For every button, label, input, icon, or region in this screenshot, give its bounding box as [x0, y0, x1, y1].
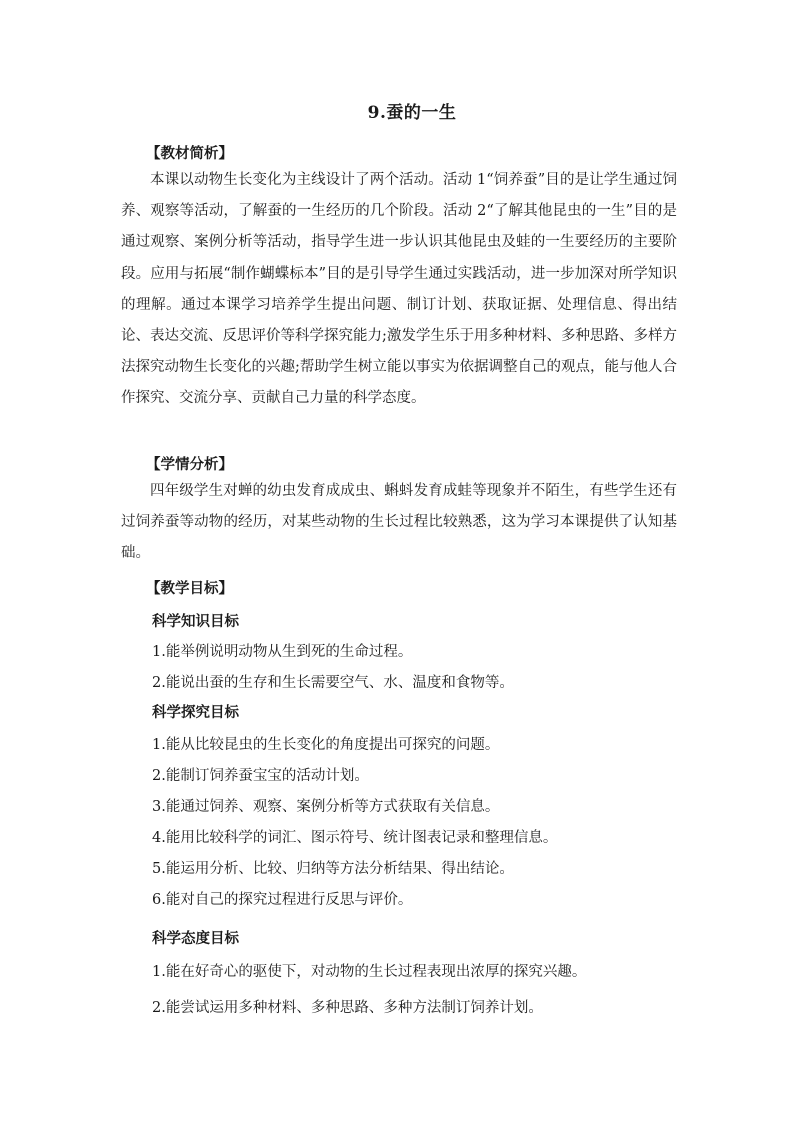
section-heading-textbook-analysis: 【教材简析】 — [146, 145, 233, 162]
goal-item: 2.能尝试运用多种材料、多种思路、多种方法制订饲养计划。 — [152, 1000, 543, 1016]
section-paragraph-textbook-analysis: 本课以动物生长变化为主线设计了两个活动。活动 1“饲养蚕”目的是让学生通过饲养、观察等活动，了解蚕的一生经历的几个阶段。活动 2“了解其他昆虫的一生”目的是通过观察、案例分析等活动，指导学生进一步认识其他昆虫及蛙的一生要经历的主要阶段。应用与拓展“制作蝴蝶标本”目的是引导学生通过实践活动，进一步加深对所学知识的理解。通过本课学习培养学生提出问题、制订计划、获取证据、处理信息、得出结论、表达交流、反思评价等科学探究能力;激发学生乐于用多种材料、多种思路、多样方法探究动物生长变化的兴趣;帮助学生树立能以事实为依据调整自己的观点，能与他人合作探究、交流分享、贡献自己力量的科学态度。 — [121, 172, 677, 407]
goal-item: 6.能对自己的探究过程进行反思与评价。 — [152, 892, 413, 908]
goal-item: 3.能通过饲养、观察、案例分析等方式获取有关信息。 — [152, 799, 500, 815]
subheading-knowledge-goals: 科学知识目标 — [152, 613, 239, 630]
subheading-inquiry-goals: 科学探究目标 — [152, 704, 239, 721]
goal-item: 5.能运用分析、比较、归纳等方法分析结果、得出结论。 — [152, 861, 514, 877]
goal-item: 2.能说出蚕的生存和生长需要空气、水、温度和食物等。 — [152, 675, 514, 691]
goal-item: 4.能用比较科学的词汇、图示符号、统计图表记录和整理信息。 — [152, 830, 558, 846]
section-paragraph-student-analysis: 四年级学生对蝉的幼虫发育成成虫、蝌蚪发育成蛙等现象并不陌生，有些学生还有过饲养蚕等动物的经历，对某些动物的生长过程比较熟悉，这为学习本课提供了认知基础。 — [121, 483, 677, 562]
section-heading-student-analysis: 【学情分析】 — [146, 456, 233, 473]
subheading-attitude-goals: 科学态度目标 — [152, 930, 239, 947]
goal-item: 1.能从比较昆虫的生长变化的角度提出可探究的问题。 — [152, 737, 500, 753]
goal-item: 1.能举例说明动物从生到死的生命过程。 — [152, 644, 413, 660]
page-title: 9.蚕的一生 — [367, 103, 457, 123]
goal-item: 2.能制订饲养蚕宝宝的活动计划。 — [152, 768, 369, 784]
section-heading-teaching-goals: 【教学目标】 — [146, 580, 233, 597]
goal-item: 1.能在好奇心的驱使下，对动物的生长过程表现出浓厚的探究兴趣。 — [152, 964, 587, 980]
